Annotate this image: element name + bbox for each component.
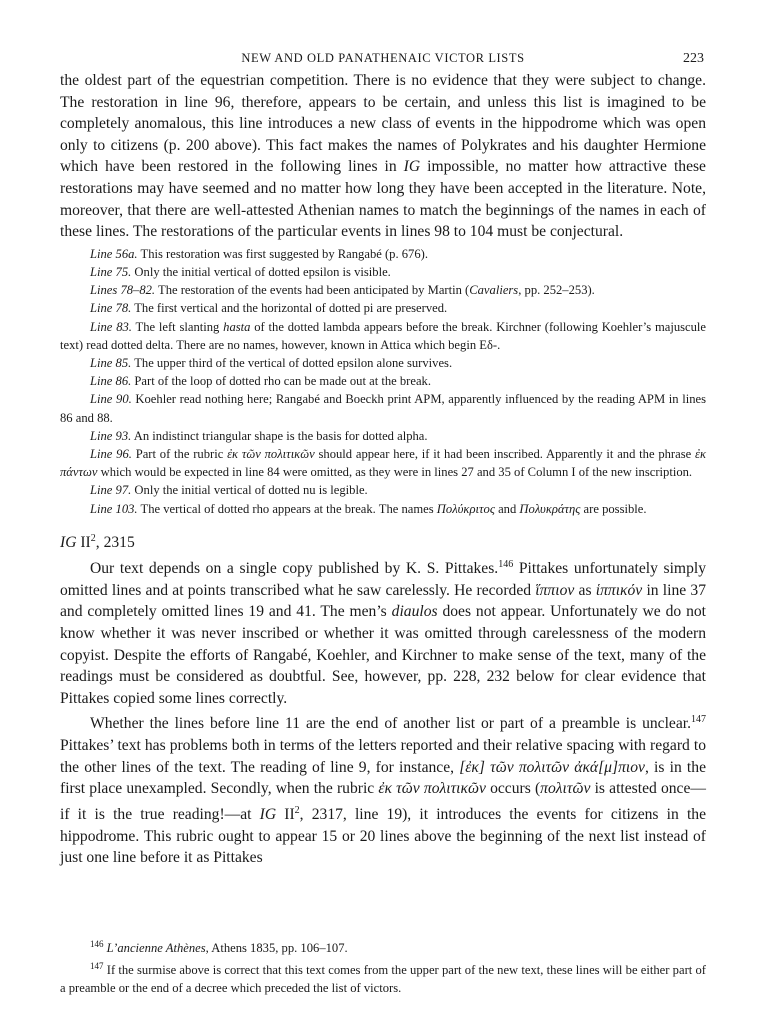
- note-text: Only the initial vertical of dotted epsilon is visible.: [131, 264, 391, 279]
- note-label: Line 78.: [90, 301, 132, 316]
- paragraph-2: [60, 554, 706, 709]
- greek-text: πολιτῶν: [540, 780, 591, 798]
- note-line-85: [60, 354, 706, 372]
- greek-text: ἐκ τῶν πολιτικῶν: [227, 446, 315, 461]
- note-text: Koehler read nothing here; Rangabé and Boeckh print APM, apparently influenced by the reading APM in lines 86 and 88.: [60, 392, 706, 425]
- note-text: and: [494, 501, 520, 516]
- ig-abbrev: IG: [403, 158, 421, 176]
- greek-text: ἵππιον: [535, 581, 575, 599]
- note-text: An indistinct triangular shape is the basis for dotted alpha.: [131, 428, 428, 443]
- note-label: Line 56a.: [90, 246, 138, 261]
- paragraph-1: [60, 70, 706, 243]
- paragraph-2-text: does not appear. Unfortunately we do not know whether it was never inscribed or whether it was omitted through carelessness of the modern copyist. Despite the efforts of Rangabé, Koehler, and Kirchner to make sense of the text, many of the readings must be considered as doubtful. See, however, pp. 228, 232 below for clear evidence that Pittakes copied some lines correctly.: [60, 603, 706, 707]
- note-line-96: [60, 445, 706, 481]
- note-text: The vertical of dotted rho appears at the break. The names: [137, 501, 437, 516]
- term: hasta: [223, 319, 251, 334]
- footnote-number: 147: [90, 960, 104, 971]
- note-line-103: [60, 500, 706, 518]
- footnote-ref-146[interactable]: 146: [498, 558, 514, 570]
- greek-text: ἱππικόν: [595, 581, 643, 599]
- note-text: are possible.: [580, 501, 647, 516]
- note-label: Line 83.: [90, 319, 132, 334]
- line-notes: [60, 245, 706, 518]
- note-label: Line 96.: [90, 446, 132, 461]
- note-label: Line 90.: [90, 392, 132, 407]
- footnote-number: 146: [90, 939, 104, 949]
- page-body: [60, 48, 706, 869]
- paragraph-3-text: II: [276, 806, 295, 824]
- section-heading: [60, 528, 706, 554]
- ig-abbrev: IG: [259, 806, 277, 824]
- paragraph-3-text: Pittakes’ text has problems both in terms of the letters reported and their relative spacing with regard to the other lines of the text. The reading of line 9, for instance,: [60, 737, 706, 776]
- note-line-56a: [60, 245, 706, 263]
- greek-text: ἐκ πάντων: [60, 446, 706, 480]
- note-label: Line 75.: [90, 264, 132, 279]
- note-lines-78-82: [60, 281, 706, 299]
- term: diaulos: [391, 603, 438, 621]
- paragraph-3-text: occurs (: [485, 780, 541, 798]
- note-label: Line 86.: [90, 374, 132, 389]
- page-header: [60, 48, 706, 70]
- note-line-78: [60, 299, 706, 317]
- paragraph-3-text: , 2317, line 19), it introduces the events for citizens in the hippodrome. This rubric ought to appear 15 or 20 lines above the beginning of the next list instead of just one line before it as Pittakes: [60, 806, 706, 867]
- running-head: NEW AND OLD PANATHENAIC VICTOR LISTS: [241, 51, 525, 65]
- greek-text: Πολυκράτης: [519, 501, 581, 516]
- paragraph-2-text: Our text depends on a single copy published by K. S. Pittakes.: [90, 560, 499, 578]
- note-label: Line 103.: [90, 501, 138, 516]
- footnote-text: If the surmise above is correct that this text comes from the upper part of the new text, these lines will be either part of a preamble or the end of a decree which preceded the list of victors.: [60, 962, 706, 995]
- work-title: Cavaliers: [469, 283, 519, 298]
- note-text: The first vertical and the horizontal of dotted pi are preserved.: [131, 301, 448, 316]
- note-line-86: [60, 372, 706, 390]
- note-text: The restoration of the events had been anticipated by Martin (: [155, 283, 470, 298]
- note-text: The left slanting: [131, 319, 224, 334]
- paragraph-3-text: is attested once—if it is the true reading!—at: [60, 780, 706, 824]
- note-line-93: [60, 427, 706, 445]
- note-line-97: [60, 481, 706, 499]
- paragraph-3-text: , is in the first place unexampled. Secondly, when the rubric: [60, 758, 706, 798]
- work-title: L’ancienne Athènes: [103, 941, 206, 956]
- paragraph-2-text: as: [574, 581, 596, 599]
- note-label: Line 85.: [90, 355, 132, 370]
- footnotes: [60, 936, 706, 997]
- greek-text: ἐκ τῶν πολιτικῶν: [378, 780, 486, 798]
- paragraph-1-text-a: the oldest part of the equestrian competition. There is no evidence that they were subject to change. The restoration in line 96, therefore, appears to be certain, and unless this list is imagined to be completely anomalous, this line introduces a new class of events in the hippodrome which was open only to citizens (p. 200 above). This fact makes the names of Polykrates and his daughter Hermione which have been restored in the following lines in: [60, 72, 706, 176]
- note-label: Lines 78–82.: [90, 283, 156, 298]
- section-superscript: 2: [90, 532, 96, 544]
- page-number: 223: [683, 51, 704, 66]
- note-text: Part of the rubric: [131, 446, 228, 461]
- note-text: Only the initial vertical of dotted nu is legible.: [131, 483, 368, 498]
- footnote-ref-147[interactable]: 147: [691, 714, 706, 726]
- note-text: This restoration was first suggested by Rangabé (p. 676).: [137, 246, 428, 261]
- paragraph-3-text: Whether the lines before line 11 are the end of another list or part of a preamble is unclear.: [90, 715, 691, 733]
- paragraph-1-text-b: impossible, no matter how attractive these restorations may have seemed and no matter how long they have been accepted in the literature. Note, moreover, that there are well-attested Athenian names to match the beginnings of the names in each of these lines. The restorations of the particular events in lines 98 to 104 must be conjectural.: [60, 158, 706, 241]
- footnote-146: [60, 936, 706, 958]
- ig-abbrev: IG: [60, 533, 77, 551]
- footnote-text: , Athens 1835, pp. 106–107.: [205, 941, 348, 956]
- paragraph-2-text: in line 37 and completely omitted lines 19 and 41. The men’s: [60, 581, 707, 621]
- paragraph-3: [60, 709, 706, 869]
- note-text: The upper third of the vertical of dotted epsilon alone survives.: [131, 355, 453, 370]
- note-line-75: [60, 263, 706, 281]
- note-label: Line 93.: [90, 428, 132, 443]
- superscript: 2: [294, 804, 300, 816]
- note-line-90: [60, 390, 706, 426]
- note-text: Part of the loop of dotted rho can be made out at the break.: [131, 374, 431, 389]
- note-text: should appear here, if it had been inscribed. Apparently it and the phrase: [314, 446, 695, 461]
- greek-text: [ἐκ] τῶν πολιτῶν ἀκά[μ]πιον: [459, 758, 645, 776]
- note-line-83: [60, 318, 706, 354]
- section-volume: II: [76, 533, 91, 551]
- note-text: which would be expected in line 84 were omitted, as they were in lines 27 and 35 of Column I of the new inscription.: [97, 465, 693, 480]
- note-label: Line 97.: [90, 483, 132, 498]
- section-number: , 2315: [95, 533, 135, 551]
- footnote-147: [60, 958, 706, 997]
- paragraph-2-text: Pittakes unfortunately simply omitted lines and at points transcribed what he saw carelessly. He recorded: [60, 560, 706, 599]
- note-text: , pp. 252–253).: [518, 283, 595, 298]
- greek-text: Πολύκριτος: [436, 501, 495, 516]
- note-text: of the dotted lambda appears before the break. Kirchner (following Koehler’s majuscule text) read dotted delta. There are no names, however, known in Attica which begin Eδ-.: [60, 319, 707, 352]
